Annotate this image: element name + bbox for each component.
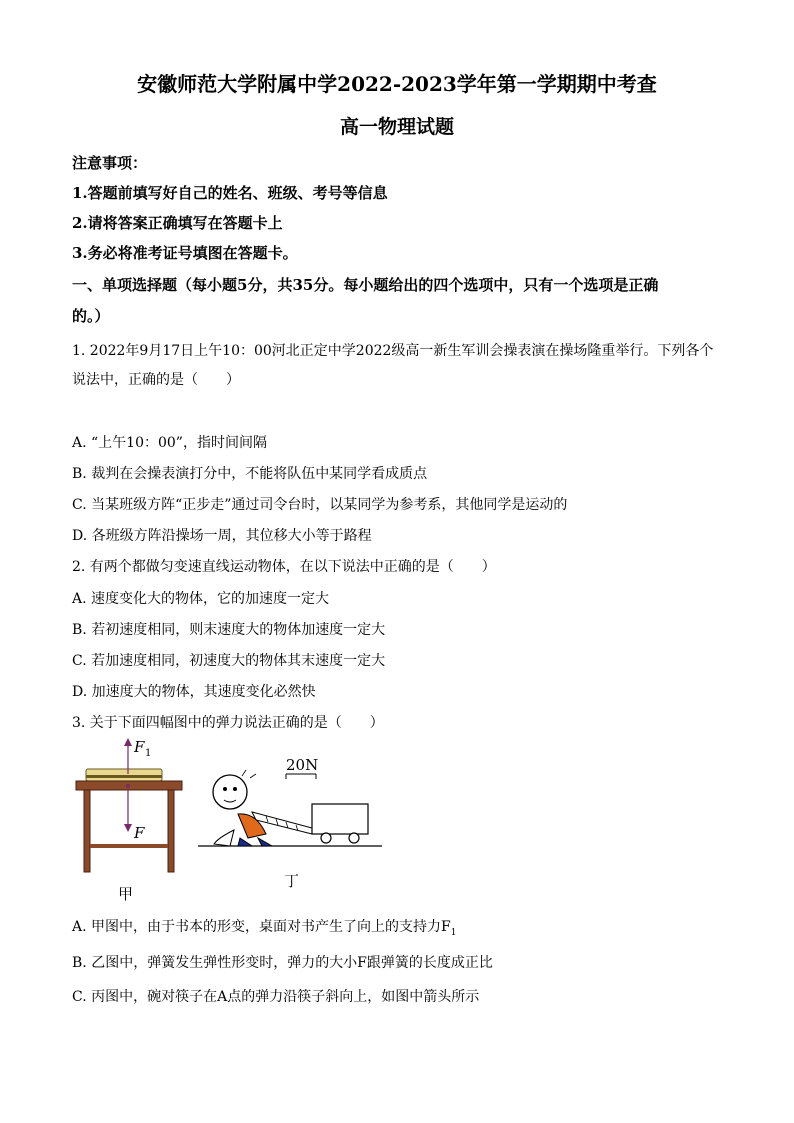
caption-left: 甲 bbox=[118, 885, 134, 903]
q3-figure bbox=[70, 734, 390, 904]
cart-body bbox=[312, 804, 368, 834]
q2-option-b: B. 若初速度相同，则末速度大的物体加速度一定大 bbox=[72, 622, 386, 638]
cart-wheel-left bbox=[321, 833, 331, 843]
q3-option-a-sub: 1 bbox=[450, 927, 457, 938]
section-heading-line2: 的。） bbox=[72, 307, 110, 325]
f-arrow-head bbox=[124, 824, 132, 832]
q2-option-a: A. 速度变化大的物体，它的加速度一定大 bbox=[72, 591, 330, 607]
q1-option-a: A. “上午10：00”，指时间间隔 bbox=[72, 435, 267, 451]
q2-option-c: C. 若加速度相同，初速度大的物体其末速度一定大 bbox=[72, 653, 386, 669]
label-f1: F bbox=[134, 738, 145, 756]
label-force: 20N bbox=[286, 756, 319, 774]
q3-option-a bbox=[72, 916, 456, 938]
section-heading-line1: 一、单项选择题（每小题5分，共35分。每小题给出的四个选项中，只有一个选项是正确 bbox=[72, 276, 659, 294]
table-leg-right bbox=[168, 790, 174, 872]
exam-title: 安徽师范大学附属中学2022-2023学年第一学期期中考查 bbox=[137, 72, 657, 96]
q2-option-d: D. 加速度大的物体，其速度变化必然快 bbox=[72, 684, 316, 700]
q3-option-b: B. 乙图中，弹簧发生弹性形变时，弹力的大小F跟弹簧的长度成正比 bbox=[72, 955, 493, 971]
cart-wheel-right bbox=[349, 833, 359, 843]
person-head bbox=[213, 775, 247, 809]
note-item-1: 1.答题前填写好自己的姓名、班级、考号等信息 bbox=[72, 184, 388, 202]
pull-figure bbox=[198, 756, 382, 890]
q3-stem: 3. 关于下面四幅图中的弹力说法正确的是（ ） bbox=[72, 715, 384, 731]
table-figure bbox=[76, 738, 182, 903]
contact-point bbox=[126, 784, 130, 788]
exam-subtitle: 高一物理试题 bbox=[339, 116, 454, 138]
note-item-3: 3.务必将准考证号填图在答题卡。 bbox=[72, 244, 298, 262]
label-f: F bbox=[134, 824, 145, 842]
q1-stem-line2: 说法中，正确的是（ ） bbox=[72, 372, 240, 388]
label-f1-sub: 1 bbox=[145, 748, 152, 759]
q1-stem-line1: 1. 2022年9月17日上午10：00河北正定中学2022级高一新生军训会操表演在操场隆重举行。下列各个 bbox=[72, 343, 714, 359]
person-foot-right bbox=[258, 838, 272, 846]
f1-arrow-head bbox=[124, 738, 132, 746]
q3-option-c: C. 丙图中，碗对筷子在A点的弹力沿筷子斜向上，如图中箭头所示 bbox=[72, 989, 480, 1005]
note-item-2: 2.请将答案正确填写在答题卡上 bbox=[72, 214, 283, 232]
person-foot-left bbox=[238, 838, 252, 846]
table-leg-left bbox=[84, 790, 90, 872]
q1-option-b: B. 裁判在会操表演打分中，不能将队伍中某同学看成质点 bbox=[72, 466, 428, 482]
table-rail bbox=[90, 844, 168, 848]
caption-right: 丁 bbox=[284, 872, 300, 890]
q1-option-c: C. 当某班级方阵“正步走”通过司令台时，以某同学为参考系，其他同学是运动的 bbox=[72, 497, 568, 513]
notes-heading: 注意事项： bbox=[72, 154, 148, 172]
q3-option-a-text: A. 甲图中，由于书本的形变，桌面对书产生了向上的支持力F bbox=[72, 919, 451, 935]
q1-option-d: D. 各班级方阵沿操场一周，其位移大小等于路程 bbox=[72, 528, 372, 544]
book-spine bbox=[86, 775, 162, 778]
q2-stem: 2. 有两个都做匀变速直线运动物体，在以下说法中正确的是（ ） bbox=[72, 559, 496, 575]
